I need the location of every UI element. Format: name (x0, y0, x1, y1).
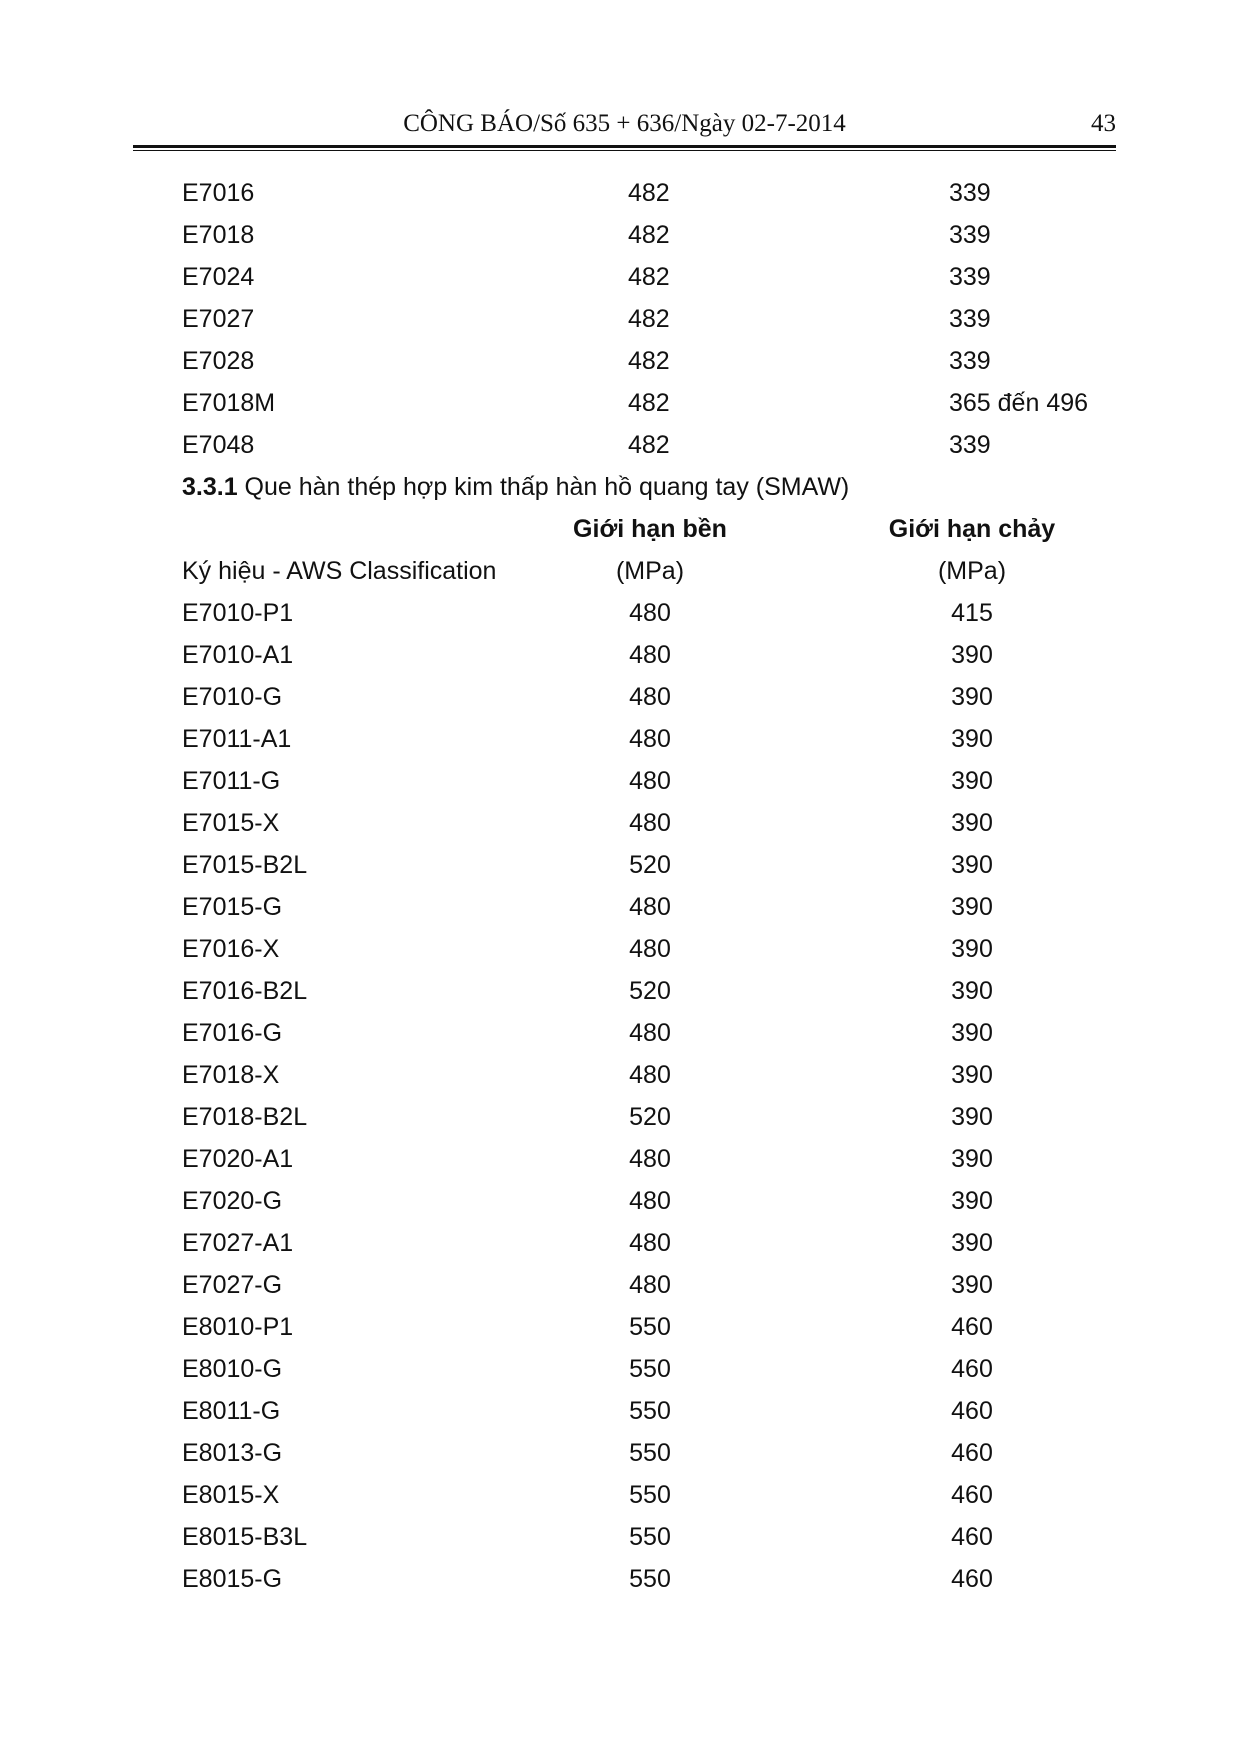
yield-cell: 390 (951, 809, 993, 837)
tensile-cell: 520 (629, 1103, 671, 1131)
table-row (0, 1054, 1240, 1096)
code-cell: E7010-G (182, 683, 283, 711)
table-row (0, 214, 1240, 256)
yield-cell: 390 (951, 1229, 993, 1257)
code-cell: E7018-X (182, 1061, 280, 1089)
table-row (0, 256, 1240, 298)
yield-cell: 460 (951, 1397, 993, 1425)
code-cell: E7016 (182, 179, 255, 207)
page-number: 43 (1091, 110, 1116, 137)
yield-unit: (MPa) (937, 557, 1007, 585)
tensile-cell: 482 (628, 431, 670, 459)
low-alloy-table (0, 592, 1240, 1600)
yield-cell: 390 (951, 1271, 993, 1299)
code-cell: E7018M (182, 389, 276, 417)
code-cell: E7015-X (182, 809, 280, 837)
code-cell: E7027-G (182, 1271, 283, 1299)
code-cell: E7011-A1 (182, 725, 292, 753)
tensile-cell: 480 (629, 1061, 671, 1089)
yield-cell: 390 (951, 977, 993, 1005)
code-cell: E7018 (182, 221, 255, 249)
yield-cell: 390 (951, 935, 993, 963)
yield-cell: 390 (951, 1103, 993, 1131)
tensile-cell: 482 (628, 263, 670, 291)
tensile-cell: 520 (629, 851, 671, 879)
table-row (0, 1558, 1240, 1600)
code-header: Ký hiệu - AWS Classification (182, 557, 497, 585)
table-row (0, 802, 1240, 844)
tensile-cell: 480 (629, 935, 671, 963)
table-row (0, 1138, 1240, 1180)
code-cell: E7011-G (182, 767, 281, 795)
tensile-cell: 550 (629, 1313, 671, 1341)
tensile-header: Giới hạn bền (573, 515, 727, 543)
yield-cell: 339 (949, 431, 991, 459)
table-row (0, 928, 1240, 970)
code-cell: E8010-P1 (182, 1313, 294, 1341)
table-row (0, 676, 1240, 718)
yield-cell: 390 (951, 1061, 993, 1089)
tensile-cell: 480 (629, 683, 671, 711)
tensile-cell: 480 (629, 641, 671, 669)
code-cell: E7028 (182, 347, 255, 375)
tensile-cell: 482 (628, 347, 670, 375)
table-row (0, 970, 1240, 1012)
code-cell: E7020-G (182, 1187, 283, 1215)
table-row (0, 340, 1240, 382)
tensile-cell: 482 (628, 389, 670, 417)
table-row (0, 1348, 1240, 1390)
table-row (0, 760, 1240, 802)
tensile-cell: 550 (629, 1523, 671, 1551)
tensile-cell: 480 (629, 1145, 671, 1173)
code-cell: E7027-A1 (182, 1229, 294, 1257)
yield-cell: 460 (951, 1439, 993, 1467)
section-title: Que hàn thép hợp kim thấp hàn hồ quang tay (SMAW) (237, 473, 850, 501)
table-row (0, 1306, 1240, 1348)
code-cell: E7015-B2L (182, 851, 308, 879)
yield-cell: 460 (951, 1481, 993, 1509)
code-cell: E7016-G (182, 1019, 283, 1047)
section-number: 3.3.1 (182, 473, 238, 501)
yield-cell: 390 (951, 725, 993, 753)
yield-cell: 390 (951, 1187, 993, 1215)
table-row (0, 1264, 1240, 1306)
tensile-cell: 480 (629, 1019, 671, 1047)
code-cell: E7024 (182, 263, 255, 291)
column-headers (0, 508, 1240, 592)
code-cell: E8015-B3L (182, 1523, 308, 1551)
tensile-cell: 550 (629, 1355, 671, 1383)
yield-cell: 339 (949, 347, 991, 375)
yield-cell: 365 đến 496 (949, 389, 1089, 417)
code-cell: E8010-G (182, 1355, 283, 1383)
yield-cell: 460 (951, 1355, 993, 1383)
table-row (0, 1222, 1240, 1264)
tensile-cell: 480 (629, 599, 671, 627)
yield-cell: 460 (951, 1313, 993, 1341)
carbon-steel-table (0, 172, 1240, 466)
code-cell: E7010-P1 (182, 599, 294, 627)
code-cell: E7010-A1 (182, 641, 294, 669)
code-cell: E8013-G (182, 1439, 283, 1467)
yield-cell: 339 (949, 221, 991, 249)
tensile-cell: 480 (629, 725, 671, 753)
section-heading (182, 466, 849, 508)
yield-cell: 390 (951, 893, 993, 921)
tensile-cell: 480 (629, 767, 671, 795)
code-cell: E7020-A1 (182, 1145, 294, 1173)
yield-cell: 390 (951, 767, 993, 795)
table-row (0, 1096, 1240, 1138)
tensile-unit: (MPa) (615, 557, 685, 585)
yield-cell: 390 (951, 683, 993, 711)
yield-cell: 390 (951, 1145, 993, 1173)
table-row (0, 1516, 1240, 1558)
tensile-cell: 482 (628, 179, 670, 207)
table-row (0, 424, 1240, 466)
header-rule-thin (133, 150, 1116, 151)
tensile-cell: 550 (629, 1481, 671, 1509)
yield-cell: 390 (951, 851, 993, 879)
code-cell: E7027 (182, 305, 255, 333)
code-cell: E8015-X (182, 1481, 280, 1509)
table-row (0, 1390, 1240, 1432)
tensile-cell: 480 (629, 1187, 671, 1215)
yield-cell: 339 (949, 263, 991, 291)
table-row (0, 172, 1240, 214)
code-cell: E7018-B2L (182, 1103, 308, 1131)
code-cell: E7016-X (182, 935, 280, 963)
header-rule-thick (133, 145, 1116, 148)
tensile-cell: 480 (629, 893, 671, 921)
yield-cell: 390 (951, 1019, 993, 1047)
header-title: CÔNG BÁO/Số 635 + 636/Ngày 02-7-2014 (403, 110, 846, 137)
yield-header: Giới hạn chảy (888, 515, 1056, 543)
table-row (0, 382, 1240, 424)
code-cell: E8011-G (182, 1397, 281, 1425)
table-row (0, 718, 1240, 760)
code-cell: E7016-B2L (182, 977, 308, 1005)
code-cell: E8015-G (182, 1565, 283, 1593)
table-row (0, 1432, 1240, 1474)
yield-cell: 460 (951, 1523, 993, 1551)
tensile-cell: 482 (628, 305, 670, 333)
tensile-cell: 480 (629, 1229, 671, 1257)
page-header (133, 104, 1116, 146)
tensile-cell: 480 (629, 1271, 671, 1299)
tensile-cell: 550 (629, 1397, 671, 1425)
yield-cell: 339 (949, 179, 991, 207)
table-row (0, 1474, 1240, 1516)
code-cell: E7015-G (182, 893, 283, 921)
tensile-cell: 520 (629, 977, 671, 1005)
yield-cell: 460 (951, 1565, 993, 1593)
table-row (0, 1180, 1240, 1222)
yield-cell: 415 (951, 599, 993, 627)
table-row (0, 886, 1240, 928)
yield-cell: 339 (949, 305, 991, 333)
tensile-cell: 482 (628, 221, 670, 249)
table-row (0, 844, 1240, 886)
tensile-cell: 550 (629, 1565, 671, 1593)
table-row (0, 298, 1240, 340)
tensile-cell: 550 (629, 1439, 671, 1467)
table-row (0, 1012, 1240, 1054)
tensile-cell: 480 (629, 809, 671, 837)
table-row (0, 634, 1240, 676)
code-cell: E7048 (182, 431, 255, 459)
yield-cell: 390 (951, 641, 993, 669)
table-row (0, 592, 1240, 634)
